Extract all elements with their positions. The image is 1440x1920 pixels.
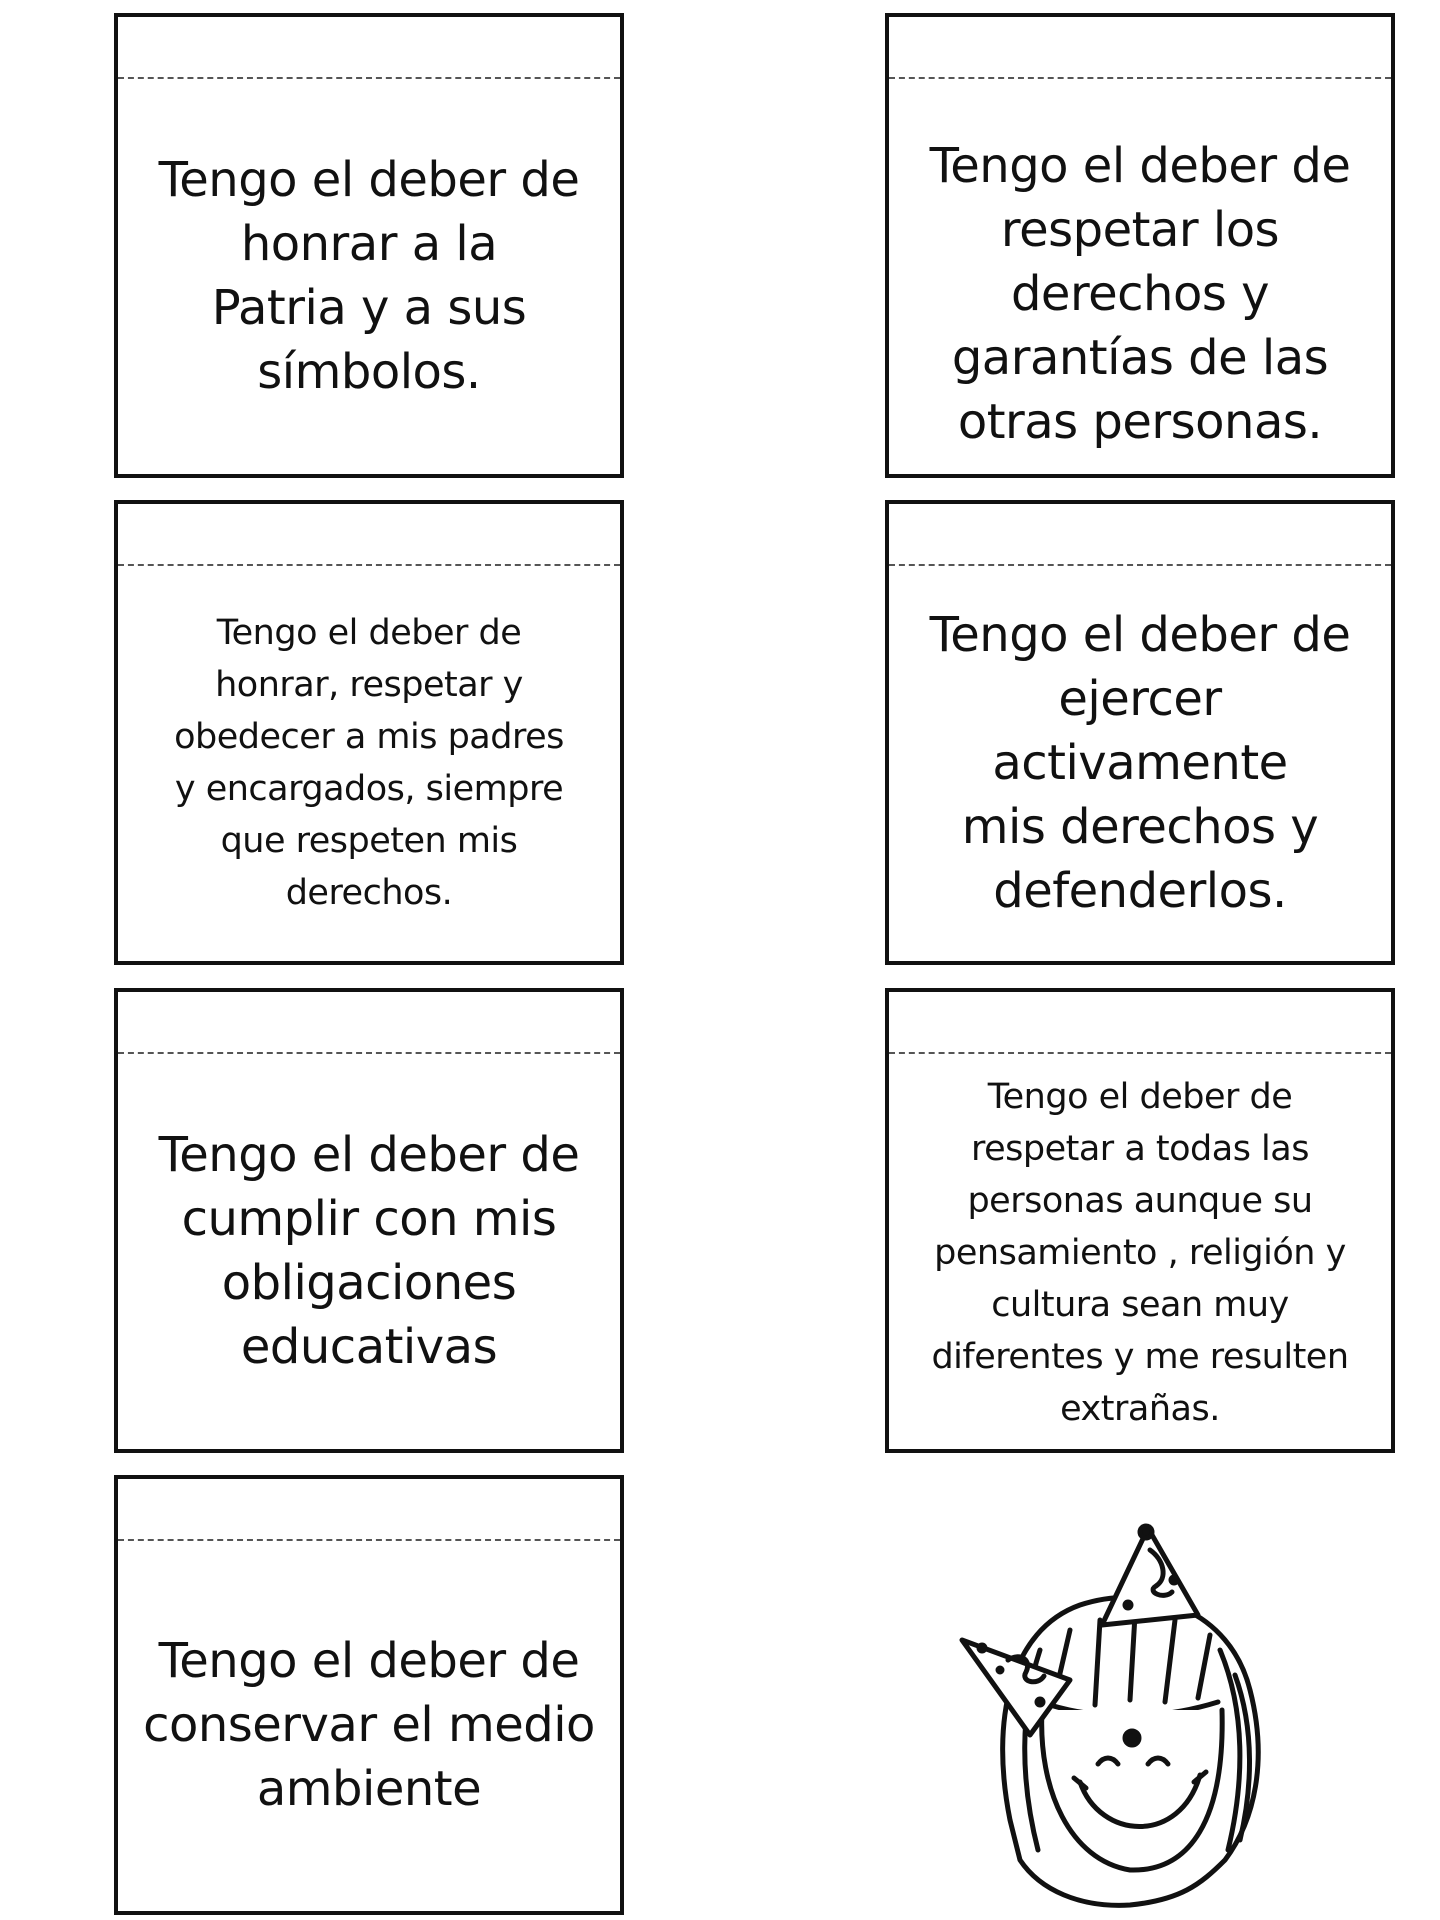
card-text: Tengo el deber de respetar a todas las personas aunque su pensamiento , religión y cultura sean muy diferentes y me resulten extrañas. [931,1076,1349,1429]
fold-line [118,77,620,79]
duty-card-respect-all-people [885,988,1395,1453]
duty-card-environment [114,1475,624,1915]
duty-card-honor-homeland [114,13,624,478]
duty-card-obey-parents [114,500,624,965]
card-text: Tengo el deber de honrar a la Patria y a sus símbolos. [158,151,580,400]
fold-line [118,1539,620,1541]
card-text: Tengo el deber de ejercer activamente mis derechos y defenderlos. [929,606,1351,919]
card-text: Tengo el deber de honrar, respetar y obedecer a mis padres y encargados, siempre que respeten mis derechos. [174,612,564,913]
fold-line [889,77,1391,79]
duty-card-respect-rights [885,13,1395,478]
fold-line [889,564,1391,566]
duty-card-exercise-rights [885,500,1395,965]
card-text: Tengo el deber de conservar el medio ambiente [143,1633,595,1817]
fold-line [889,1052,1391,1054]
duty-card-education [114,988,624,1453]
card-text: Tengo el deber de cumplir con mis obligaciones educativas [158,1126,580,1375]
girl-with-party-hat-icon [950,1520,1310,1910]
card-text: Tengo el deber de respetar los derechos y garantías de las otras personas. [929,137,1351,450]
fold-line [118,564,620,566]
fold-line [118,1052,620,1054]
